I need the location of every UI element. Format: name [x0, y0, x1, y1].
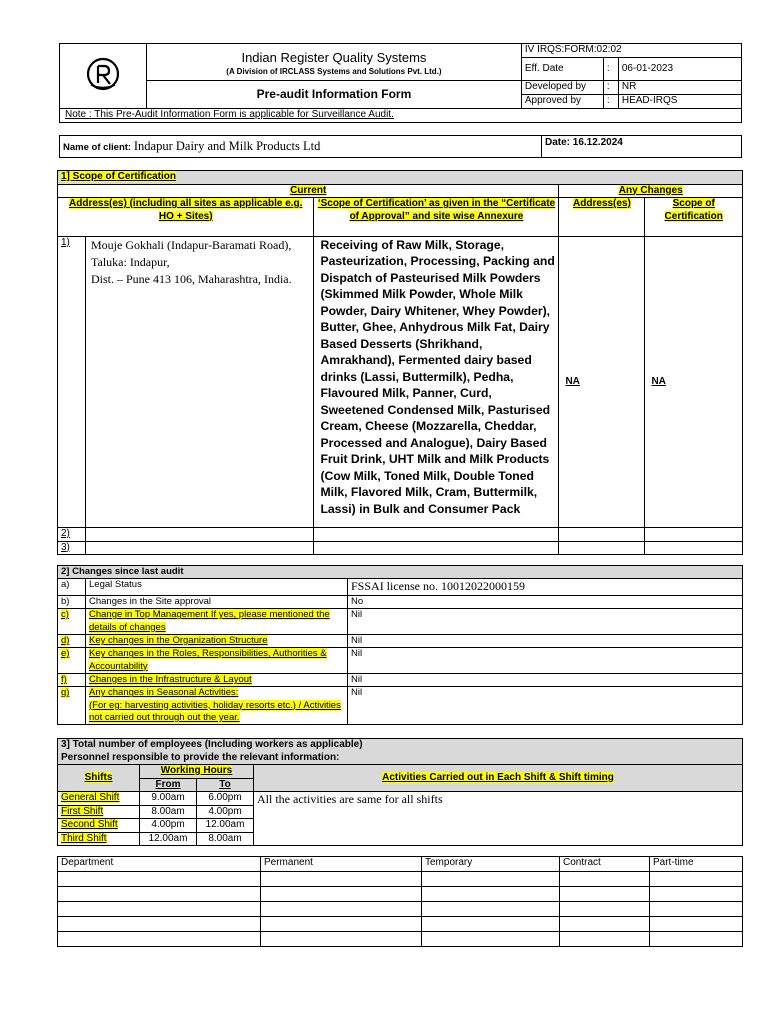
change-label: Key changes in the Organization Structure [89, 634, 268, 646]
change-id: b) [58, 595, 86, 608]
shift-name: First Shift [61, 805, 104, 817]
change-label: Key changes in the Roles, Responsibilities, Authorities & Accountability [89, 648, 327, 672]
table-row [58, 674, 743, 687]
shift-to: 4.00pm [197, 805, 254, 819]
row-num: 3) [61, 541, 70, 553]
change-id: d) [61, 634, 70, 646]
employees-section [57, 738, 743, 846]
shift-row [58, 792, 743, 806]
table-row [58, 917, 743, 932]
temporary-header: Temporary [422, 857, 560, 872]
table-row [58, 237, 743, 528]
meta-label: Eff. Date [521, 58, 603, 81]
working-hours-header: Working Hours [160, 765, 233, 776]
dept-header: Department [58, 857, 261, 872]
shift-name: General Shift [61, 792, 120, 803]
shift-from: 9.00am [140, 792, 197, 806]
table-row [58, 634, 743, 647]
contract-header: Contract [560, 857, 650, 872]
change-label: Changes in the Site approval [86, 595, 348, 608]
row-num: 2) [61, 528, 70, 539]
form-title: Pre-audit Information Form [147, 81, 522, 109]
form-header [59, 43, 742, 123]
site-address [86, 528, 314, 542]
meta-label: Approved by [521, 95, 603, 109]
change-value: Nil [348, 674, 743, 687]
site-address: Mouje Gokhali (Indapur-Baramati Road), Taluka: Indapur, Dist. – Pune 413 106, Maharashtra, India. [86, 237, 314, 528]
row-num: 1) [61, 237, 70, 248]
employees-subtitle: Personnel responsible to provide the relevant information: [61, 751, 340, 763]
change-label: Any changes in Seasonal Activities: (For eg: harvesting activities, holiday resorts etc.) / Activities not carried out through out the year. [89, 687, 341, 724]
table-row [58, 687, 743, 725]
table-row [58, 609, 743, 635]
permanent-header: Permanent [261, 857, 422, 872]
change-id: c) [61, 609, 69, 621]
table-row [58, 932, 743, 947]
org-sub: (A Division of IRCLASS Systems and Solutions Pvt. Ltd.) [226, 66, 442, 76]
change-value: No [348, 595, 743, 608]
shift-to: 6.00pm [197, 792, 254, 806]
table-row [58, 648, 743, 674]
meta-label: Developed by [521, 81, 603, 95]
shift-to: 8.00am [197, 832, 254, 846]
change-value: Nil [348, 687, 743, 725]
irqs-logo [60, 44, 147, 109]
form-code: IV IRQS:FORM:02:02 [521, 44, 741, 58]
table-row [58, 579, 743, 596]
meta-value: 06-01-2023 [618, 58, 741, 81]
client-info [59, 135, 742, 158]
scope-any-changes: Any Changes [618, 184, 683, 196]
site-address [86, 541, 314, 555]
site-scope [314, 541, 559, 555]
shift-to: 12.00am [197, 819, 254, 833]
table-row [58, 541, 743, 555]
department-table [57, 856, 743, 947]
change-id: f) [61, 674, 67, 685]
changes-title: 2] Changes since last audit [58, 566, 743, 579]
shift-name: Third Shift [61, 832, 107, 844]
site-scope [314, 528, 559, 542]
client-name: Indapur Dairy and Milk Products Ltd [133, 138, 321, 153]
change-value: Nil [348, 609, 743, 635]
shift-name: Second Shift [61, 819, 118, 830]
site-scope: Receiving of Raw Milk, Storage, Pasteurization, Processing, Packing and Dispatch of Pasteurised Milk Powders (Skimmed Milk Powder, Whole Milk Powder, Dairy Whitener, Whey Powder), Butter, Ghee, Anhydrous Milk Fat, Dairy Based Desserts (Shrikhand, Amrakhand), Fermented dairy based drinks (Lassi, Buttermilk), Pedha, Flavoured Milk, Panner, Curd, Sweetened Condensed Milk, Pasturised Cream, Cheese (Mozzarella, Cheddar, Processed and Analogue), Dairy Based Fruit Drink, UHT Milk and Milk Products (Cow Milk, Toned Milk, Double Toned Milk, Flavored Milk, Cram, Buttermilk, Lassi) in Bulk and Consumer Pack [314, 237, 559, 528]
client-label: Name of client: [63, 141, 132, 153]
shift-from: 12.00am [140, 832, 197, 846]
change-id: g) [61, 687, 70, 699]
meta-sep: : [603, 58, 618, 81]
activities-header: Activities Carried out in Each Shift & Shift timing [382, 771, 614, 783]
col-address: Address(es) (including all sites as applicable e.g. HO + Sites) [69, 198, 303, 222]
change-value: Nil [348, 648, 743, 674]
change-id: a) [58, 579, 86, 596]
scope-changes-value: NA [651, 375, 666, 387]
scope-title: 1] Scope of Certification [61, 171, 177, 182]
table-row [58, 595, 743, 608]
activities-value: All the activities are same for all shifts [254, 792, 743, 846]
part-time-header: Part-time [650, 857, 743, 872]
change-label: Change in Top Management If yes, please mentioned the details of changes [89, 609, 330, 633]
col-scope-changes: Scope of Certification [664, 198, 723, 222]
scope-section [57, 170, 743, 555]
meta-sep: : [603, 95, 618, 109]
from-header: From [140, 778, 197, 792]
change-id: e) [61, 648, 70, 660]
shifts-header: Shifts [84, 771, 113, 783]
meta-value: NR [618, 81, 741, 95]
change-value: FSSAI license no. 10012022000159 [348, 579, 743, 596]
table-row [58, 902, 743, 917]
org-name: Indian Register Quality Systems [241, 50, 427, 66]
addr-changes-value: NA [565, 375, 580, 387]
addr-changes-value [559, 541, 645, 555]
scope-current: Current [290, 184, 327, 196]
table-row [58, 528, 743, 542]
scope-changes-value [645, 541, 743, 555]
scope-changes-value [645, 528, 743, 542]
irqs-logo-icon [85, 56, 121, 92]
client-date: Date: 16.12.2024 [542, 136, 742, 158]
table-row [58, 887, 743, 902]
change-label: Legal Status [86, 579, 348, 596]
meta-value: HEAD-IRQS [618, 95, 741, 109]
header-note: Note : This Pre-Audit Information Form is applicable for Surveillance Audit. [65, 109, 394, 120]
to-header: To [197, 778, 254, 792]
change-value: Nil [348, 634, 743, 647]
employees-title: 3] Total number of employees (Including workers as applicable) [61, 739, 363, 750]
table-row [58, 872, 743, 887]
col-scope: ‘Scope of Certification’ as given in the “Certificate of Approval” and site wise Annexure [317, 198, 556, 222]
col-addr-changes: Address(es) [573, 198, 631, 209]
change-label: Changes in the Infrastructure & Layout [89, 674, 252, 685]
shift-from: 8.00am [140, 805, 197, 819]
addr-changes-value [559, 528, 645, 542]
meta-sep: : [603, 81, 618, 95]
changes-section [57, 565, 743, 725]
shift-from: 4.00pm [140, 819, 197, 833]
